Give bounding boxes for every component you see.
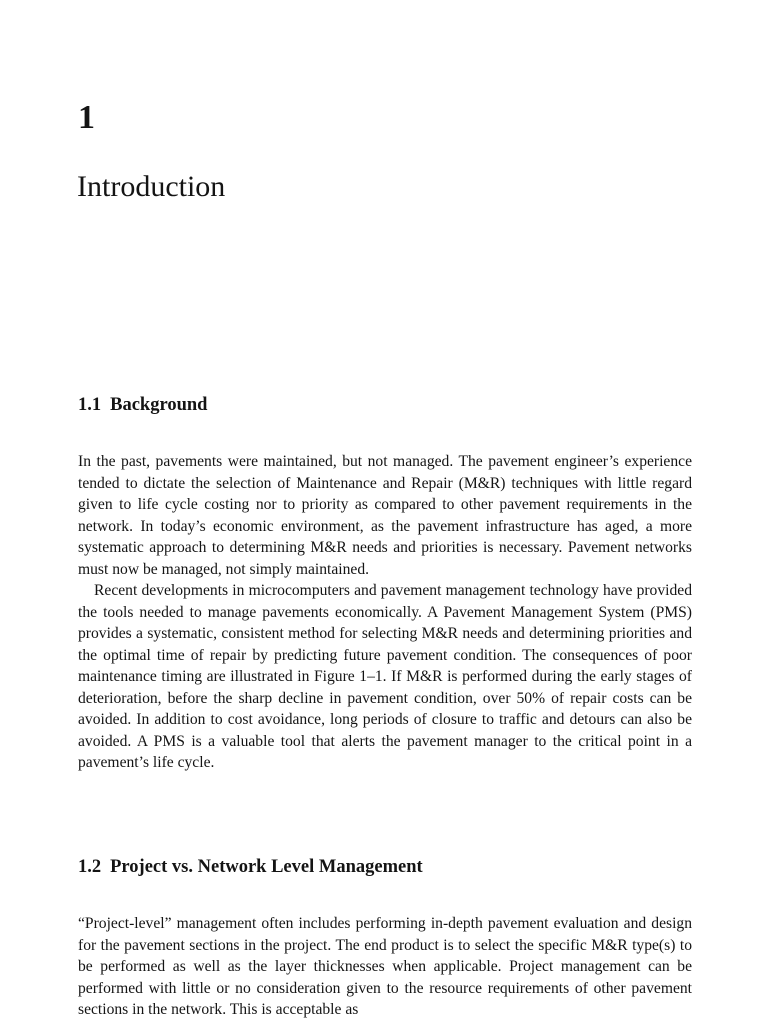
paragraph: In the past, pavements were maintained, but not managed. The pavement engineer’s experience tended to dictate the selection of Maintenance and Repair (M&R) techniques with little regard given to life cycle costing nor to priority as compared to other pavement requirements in the network. In today’s economic environment, as the pavement infrastructure has aged, a more systematic approach to determining M&R needs and priorities is necessary. Pavement networks must now be managed, not simply maintained. (78, 453, 692, 578)
section-number: 1.1 (78, 395, 102, 415)
section-body-background (78, 451, 692, 774)
section-title: Background (110, 395, 208, 415)
section-heading-background (78, 393, 207, 417)
section-number: 1.2 (78, 857, 102, 877)
section-heading-project-vs-network (78, 855, 423, 879)
chapter-number: 1 (78, 99, 95, 136)
section-body-project-vs-network (78, 913, 692, 1021)
paragraph: Recent developments in microcomputers and pavement management technology have provided the tools needed to manage pavements economically. A Pavement Management System (PMS) provides a systematic, consistent method for selecting M&R needs and determining priorities and the optimal time of repair by predicting future pavement condition. The consequences of poor maintenance timing are illustrated in Figure 1–1. If M&R is performed during the early stages of deterioration, before the sharp decline in pavement condition, over 50% of repair costs can be avoided. In addition to cost avoidance, long periods of closure to traffic and detours can also be avoided. A PMS is a valuable tool that alerts the pavement manager to the critical point in a pavement’s life cycle. (78, 582, 692, 771)
chapter-title: Introduction (77, 170, 226, 203)
section-title: Project vs. Network Level Management (110, 857, 423, 877)
paragraph: “Project-level” management often includes performing in-depth pavement evaluation and design for the pavement sections in the project. The end product is to select the specific M&R type(s) to be performed as well as the layer thicknesses when applicable. Project management can be performed with little or no consideration given to the resource requirements of other pavement sections in the network. This is acceptable as (78, 915, 692, 1018)
